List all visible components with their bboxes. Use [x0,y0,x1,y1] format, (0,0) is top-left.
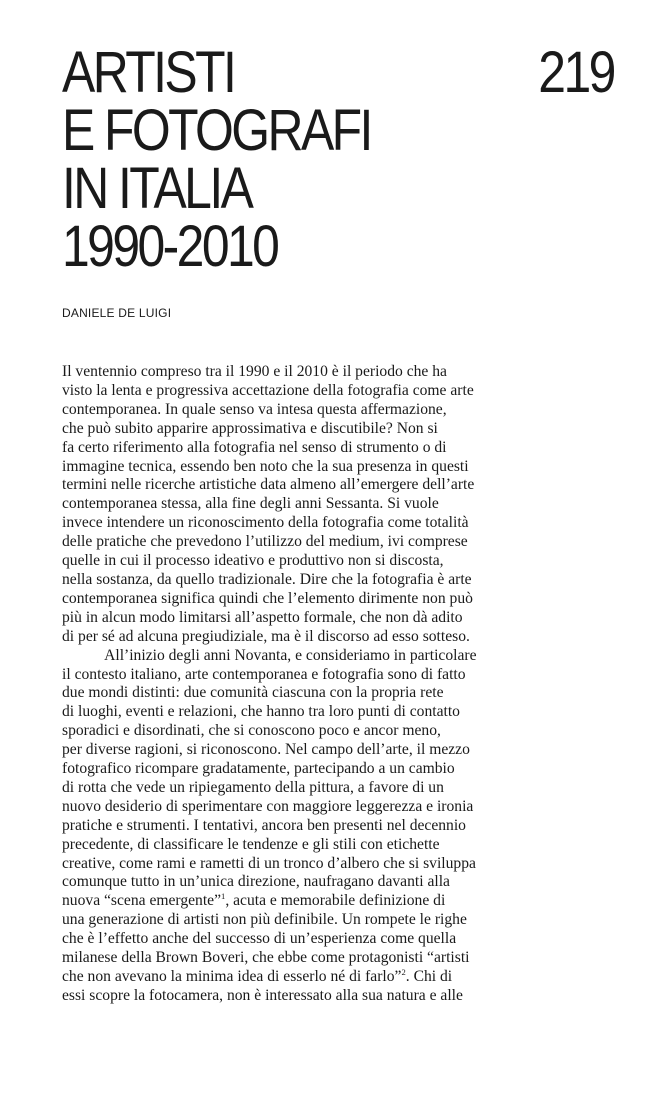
text-line: che può subito apparire approssimativa e discutibile? Non si [62,419,438,437]
text-line: creative, come rami e rametti di un tronco d’albero che si sviluppa [62,854,476,872]
text-line: che è l’effetto anche del successo di un’esperienza come quella [62,930,457,948]
text-line: Il ventennio compreso tra il 1990 e il 2010 è il periodo che ha [62,363,447,380]
text-line: più in alcun modo limitarsi all’aspetto formale, che non dà adito [62,608,463,626]
text-line: fa certo riferimento alla fotografia nel senso di strumento o di [62,438,447,456]
text-line: contemporanea. In quale senso va intesa questa affermazione, [62,400,447,418]
page-title [62,40,371,279]
text-line: pratiche e strumenti. I tentativi, ancora ben presenti nel decennio [62,816,466,834]
article-body [62,363,522,1006]
title-line: IN ITALIA [62,156,252,221]
text-line: milanese della Brown Boveri, che ebbe come protagonisti “artisti [62,949,470,967]
paragraph-2 [62,647,522,1006]
text-segment: . Chi di [405,968,453,985]
text-line: nella sostanza, da quello tradizionale. Dire che la fotografia è arte [62,570,472,588]
text-segment: , acuta e memorabile definizione di [225,892,446,910]
text-line: il contesto italiano, arte contemporanea e fotografia sono di fatto [62,665,466,683]
text-line: precedente, di classificare le tendenze e gli stili con etichette [62,835,440,853]
text-line: termini nelle ricerche artistiche data almeno all’emergere dell’arte [62,476,475,494]
text-line: delle pratiche che prevedono l’utilizzo del medium, ivi comprese [62,533,468,551]
text-line: di per sé ad alcuna pregiudiziale, ma è il discorso ad esso sotteso. [62,627,470,645]
text-line: fotografico ricompare gradatamente, partecipando a un cambio [62,760,455,778]
text-line: comunque tutto in un’unica direzione, naufragano davanti alla [62,873,450,891]
text-line: nuovo desiderio di sperimentare con maggiore leggerezza e ironia [62,797,474,815]
text-line: essi scopre la fotocamera, non è interessato alla sua natura e alle [62,986,463,1004]
text-line: sporadici e disordinati, che si conoscono poco e ancor meno, [62,722,441,740]
text-line: contemporanea significa quindi che l’elemento dirimente non può [62,589,473,607]
text-line: All’inizio degli anni Novanta, e consideriamo in particolare [104,646,477,664]
text-line [62,892,522,911]
text-segment: nuova “scena emergente” [62,892,222,910]
text-line [62,968,522,987]
text-line: visto la lenta e progressiva accettazione della fotografia come arte [62,381,474,399]
footnote-marker[interactable]: 1 [221,891,226,902]
text-line: immagine tecnica, essendo ben noto che la sua presenza in questi [62,457,469,475]
text-line: per diverse ragioni, si riconoscono. Nel campo dell’arte, il mezzo [62,741,470,759]
footnote-marker[interactable]: 2 [401,966,406,977]
title-line: 1990-2010 [62,214,278,279]
text-line: di rotta che vede un ripiegamento della pittura, a favore di un [62,778,444,796]
text-line: di luoghi, eventi e relazioni, che hanno tra loro punti di contatto [62,703,460,721]
text-line: contemporanea stessa, alla fine degli anni Sessanta. Si vuole [62,495,439,513]
text-line: quelle in cui il processo ideativo e produttivo non si discosta, [62,552,444,570]
text-line: due mondi distinti: due comunità ciascuna con la propria rete [62,684,444,702]
page-number: 219 [538,40,614,105]
title-line: E FOTOGRAFI [62,98,371,163]
paragraph-1 [62,363,522,647]
text-line: una generazione di artisti non più definibile. Un rompete le righe [62,911,467,929]
text-segment: che non avevano la minima idea di esserlo né di farlo” [62,968,402,985]
text-line: invece intendere un riconoscimento della fotografia come totalità [62,514,469,532]
title-line: ARTISTI [62,40,235,105]
author-name: DANIELE DE LUIGI [62,306,172,320]
